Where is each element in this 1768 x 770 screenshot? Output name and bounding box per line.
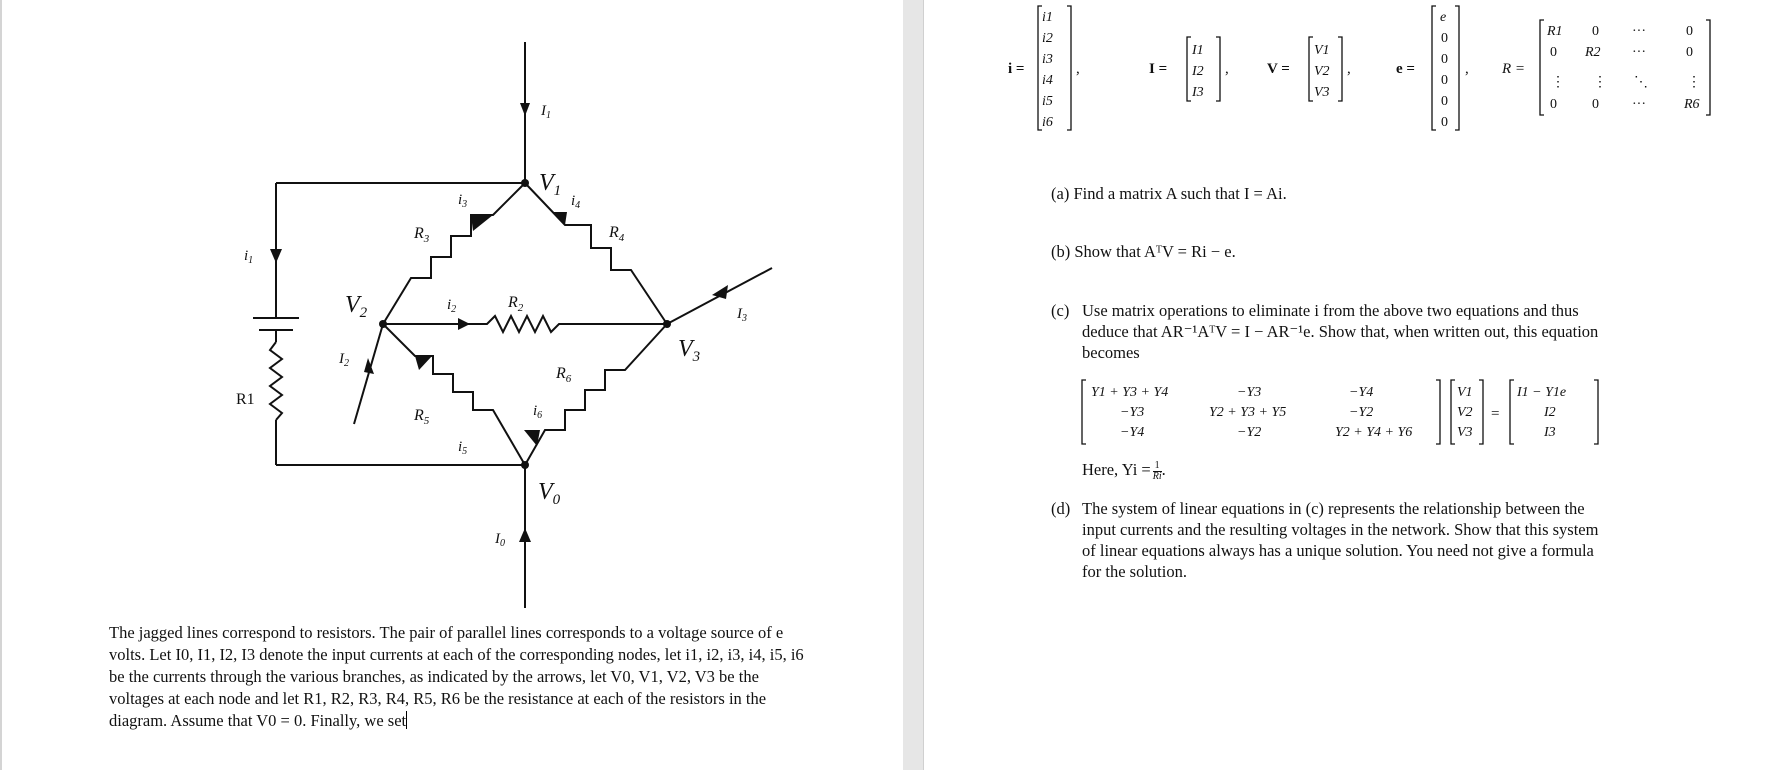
label-i-vector: i =: [1008, 61, 1025, 77]
vec-e-entry: 0: [1441, 52, 1448, 67]
node-v0: [521, 461, 529, 469]
label-v0: $V_0$: [538, 479, 561, 508]
node-v2: [379, 320, 387, 328]
label-R-matrix: R =: [1502, 61, 1526, 77]
question-a-label: (a): [1051, 184, 1070, 203]
label-I3: $I_3$: [737, 306, 747, 324]
resistor-r3: [383, 183, 525, 324]
right-page: [923, 0, 1768, 770]
question-c-label: (c): [1051, 301, 1070, 320]
node-v3: [663, 320, 671, 328]
bracket-I-right: [1216, 37, 1220, 101]
mat-R-cell: ⋮: [1551, 75, 1565, 90]
question-d: [1051, 498, 1621, 582]
bracket-I-left: [1187, 37, 1191, 101]
arrow-i3: [471, 215, 493, 231]
system-vector-entry: V2: [1457, 405, 1473, 420]
arrow-i1: [270, 249, 282, 263]
mat-R-cell: R1: [1547, 24, 1563, 39]
vec-e-entry: e: [1440, 10, 1447, 25]
node-v1: [521, 179, 529, 187]
vector-definitions: [924, 0, 1768, 135]
mat-R-cell: 0: [1550, 45, 1557, 60]
mat-R-cell: R6: [1684, 97, 1700, 112]
question-c: [1051, 300, 1621, 363]
vec-I-entry: I3: [1192, 85, 1204, 100]
vec-V-entry: V3: [1314, 85, 1330, 100]
bracket-system-left: [1082, 380, 1086, 444]
vec-I-entry: I2: [1192, 64, 1204, 79]
question-b-label: (b): [1051, 242, 1071, 261]
label-i4: $i_4$: [571, 193, 581, 211]
bracket-V-right: [1338, 37, 1342, 101]
bracket-V-left: [1309, 37, 1313, 101]
question-a-text: Find a matrix A such that I = Ai.: [1073, 184, 1287, 203]
vec-V-entry: V1: [1314, 43, 1330, 58]
label-r5: $R_5$: [414, 407, 430, 427]
mat-R-cell: R2: [1585, 45, 1601, 60]
bracket-vector-right: [1479, 380, 1483, 444]
resistor-r2: [383, 316, 667, 332]
arrow-i2: [458, 318, 470, 330]
mat-R-cell: ⋮: [1687, 75, 1701, 90]
bracket-system-right: [1436, 380, 1440, 444]
vec-e-entry: 0: [1441, 94, 1448, 109]
system-cell: Y1 + Y3 + Y4: [1091, 385, 1169, 400]
arrow-I3: [712, 285, 728, 299]
fraction-numerator: 1: [1154, 459, 1160, 471]
resistor-r1: [270, 342, 282, 420]
vec-i-entry: i4: [1042, 73, 1053, 88]
fraction-denominator: Ri: [1152, 470, 1162, 482]
question-a: [1051, 183, 1589, 204]
system-equation: [924, 372, 1768, 462]
bracket-rhs-left: [1510, 380, 1514, 444]
comma: ,: [1465, 61, 1469, 77]
mat-R-cell: ···: [1632, 24, 1646, 39]
bracket-R-left: [1540, 20, 1544, 115]
label-r4: $R_4$: [609, 224, 625, 244]
bracket-R-right: [1706, 20, 1710, 115]
label-I1: $I_1$: [541, 103, 551, 121]
system-rhs-entry: I3: [1544, 425, 1556, 440]
label-v1: $V_1$: [539, 170, 562, 199]
label-I0: $I_0$: [495, 531, 505, 549]
vec-I-entry: I1: [1192, 43, 1204, 58]
label-I2: $I_2$: [339, 351, 349, 369]
label-r1: R1: [236, 391, 255, 408]
label-r6: $R_6$: [556, 365, 572, 385]
question-b-text: Show that AᵀV = Ri − e.: [1074, 242, 1236, 261]
resistor-r5: [383, 324, 525, 465]
label-v2: $V_2$: [345, 292, 368, 321]
vec-i-entry: i2: [1042, 31, 1053, 46]
arrow-i4: [552, 212, 567, 225]
label-i2: $i_2$: [447, 297, 457, 315]
vec-i-entry: i5: [1042, 94, 1053, 109]
system-cell: −Y4: [1349, 385, 1374, 400]
bracket-rhs-right: [1594, 380, 1598, 444]
vec-i-entry: i1: [1042, 10, 1053, 25]
system-cell: Y2 + Y4 + Y6: [1335, 425, 1413, 440]
arrow-i5: [415, 356, 432, 370]
question-d-text: The system of linear equations in (c) represents the relationship between the input currents and the resulting voltages in the network. Show that this system of linear equations always has a unique solution. You need not give a formula for the solution.: [1082, 499, 1599, 581]
question-b: [1051, 241, 1589, 262]
bracket-vector-left: [1451, 380, 1455, 444]
label-i6: $i_6$: [533, 403, 543, 421]
label-I-vector: I =: [1149, 61, 1168, 77]
mat-R-cell: 0: [1686, 24, 1693, 39]
vec-e-entry: 0: [1441, 31, 1448, 46]
label-e-vector: e =: [1396, 61, 1415, 77]
system-equals: =: [1491, 406, 1500, 422]
mat-R-cell: ···: [1632, 45, 1646, 60]
system-cell: −Y2: [1237, 425, 1262, 440]
label-r3: $R_3$: [414, 225, 430, 245]
label-i5: $i_5$: [458, 439, 468, 457]
mat-R-cell: 0: [1592, 97, 1599, 112]
mat-R-cell: ⋱: [1634, 75, 1648, 90]
question-c-text: Use matrix operations to eliminate i from the above two equations and thus deduce that AR⁻¹AᵀV = I − AR⁻¹e. Show that, when written out, this equation becomes: [1082, 301, 1599, 362]
label-v3: $V_3$: [678, 336, 701, 365]
system-cell: Y2 + Y3 + Y5: [1209, 405, 1287, 420]
system-vector-entry: V3: [1457, 425, 1473, 440]
system-cell: −Y4: [1120, 425, 1145, 440]
system-cell: −Y3: [1237, 385, 1262, 400]
mat-R-cell: 0: [1592, 24, 1599, 39]
mat-R-cell: ···: [1632, 97, 1646, 112]
here-definition: Here, Yi = $\frac{1}{Ri}$ .: [1082, 459, 1166, 482]
resistor-r6: [525, 324, 667, 465]
comma: ,: [1076, 61, 1080, 77]
wire-i2: [354, 324, 383, 424]
label-r2: $R_2$: [508, 294, 524, 314]
mat-R-cell: 0: [1550, 97, 1557, 112]
comma: ,: [1347, 61, 1351, 77]
here-text: Here, Yi =: [1082, 460, 1151, 479]
system-cell: −Y2: [1349, 405, 1374, 420]
system-rhs-entry: I2: [1544, 405, 1556, 420]
bracket-e-right: [1455, 6, 1459, 130]
system-rhs-entry: I1 − Y1e: [1517, 385, 1567, 400]
bracket-e-left: [1432, 6, 1436, 130]
vec-i-entry: i6: [1042, 115, 1053, 130]
mat-R-cell: ⋮: [1593, 75, 1607, 90]
resistor-r4: [525, 183, 667, 324]
vec-e-entry: 0: [1441, 115, 1448, 130]
comma: ,: [1225, 61, 1229, 77]
vec-i-entry: i3: [1042, 52, 1053, 67]
vec-V-entry: V2: [1314, 64, 1330, 79]
body-paragraph[interactable]: The jagged lines correspond to resistors. The pair of parallel lines corresponds to a voltage source of e volts. Let I0, I1, I2, I3 denote the input currents at each of the corresponding nodes, let i1, i2, i3, i4, i5, i6 be the currents through the various branches, as indicated by the arrows, let V0, V1, V2, V3 be the voltages at each node and let R1, R2, R3, R4, R5, R6 be the resistance at each of the resistors in the diagram. Assume that V0 = 0. Finally, we set: [109, 623, 804, 730]
bracket-i-right: [1067, 6, 1071, 130]
text-cursor: [406, 711, 407, 729]
label-V-vector: V =: [1267, 61, 1290, 77]
arrow-I1: [520, 103, 530, 116]
label-i3: $i_3$: [458, 192, 468, 210]
question-d-label: (d): [1051, 499, 1071, 518]
system-vector-entry: V1: [1457, 385, 1473, 400]
here-fraction: [1153, 461, 1162, 482]
label-i1: $i_1$: [244, 248, 254, 266]
circuit-diagram: [2, 0, 905, 620]
system-cell: −Y3: [1120, 405, 1145, 420]
arrow-I0: [519, 528, 531, 542]
mat-R-cell: 0: [1686, 45, 1693, 60]
vec-e-entry: 0: [1441, 73, 1448, 88]
